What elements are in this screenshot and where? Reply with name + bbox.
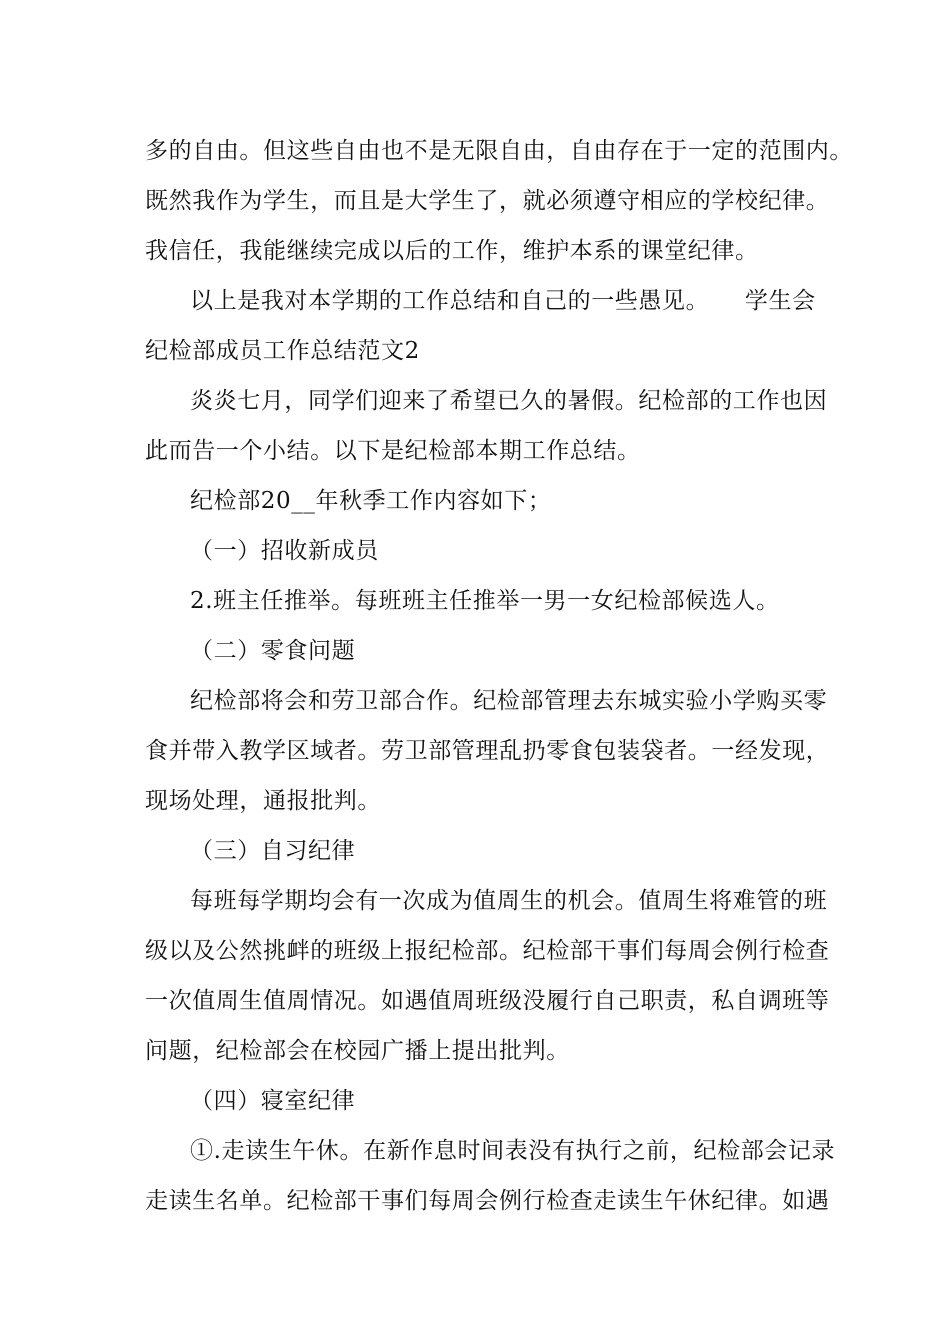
- subheading: （二）零食问题: [190, 638, 356, 664]
- subheading: （四）寝室纪律: [190, 1088, 356, 1114]
- subheading: （一）招收新成员: [190, 538, 379, 564]
- paragraph-line: 每班每学期均会有一次成为值周生的机会。值周生将难管的班: [190, 888, 828, 914]
- paragraph-line: 级以及公然挑衅的班级上报纪检部。纪检部干事们每周会例行检查: [145, 938, 830, 964]
- paragraph-line: 现场处理，通报批判。: [145, 788, 381, 814]
- paragraph-line: 纪检部将会和劳卫部合作。纪检部管理去东城实验小学购买零: [190, 688, 828, 714]
- paragraph-line: 走读生名单。纪检部干事们每周会例行检查走读生午休纪律。如遇: [145, 1188, 830, 1214]
- paragraph-line: 我信任，我能继续完成以后的工作，维护本系的课堂纪律。: [145, 238, 759, 264]
- paragraph-line: 多的自由。但这些自由也不是无限自由，自由存在于一定的范围内。: [145, 138, 853, 164]
- paragraph-line: 一次值周生值周情况。如遇值周班级没履行自己职责，私自调班等: [145, 988, 830, 1014]
- section-title: 纪检部成员工作总结范文2: [145, 338, 420, 364]
- paragraph-line: 问题，纪检部会在校园广播上提出批判。: [145, 1038, 570, 1064]
- paragraph-line: 炎炎七月，同学们迎来了希望已久的暑假。纪检部的工作也因: [190, 388, 828, 414]
- paragraph-line: 此而告一个小结。以下是纪检部本期工作总结。: [145, 438, 641, 464]
- paragraph-line: 以上是我对本学期的工作总结和自己的一些愚见。 学生会: [190, 288, 816, 314]
- paragraph-line: 2.班主任推举。每班班主任推举一男一女纪检部候选人。: [190, 588, 780, 614]
- paragraph-line: 食并带入教学区域者。劳卫部管理乱扔零食包装袋者。一经发现，: [145, 738, 830, 764]
- subheading: （三）自习纪律: [190, 838, 356, 864]
- paragraph-line: 既然我作为学生，而且是大学生了，就必须遵守相应的学校纪律。: [145, 188, 830, 214]
- paragraph-line: 纪检部20__年秋季工作内容如下；: [190, 488, 552, 514]
- paragraph-line: ①.走读生午休。在新作息时间表没有执行之前，纪检部会记录: [190, 1138, 836, 1164]
